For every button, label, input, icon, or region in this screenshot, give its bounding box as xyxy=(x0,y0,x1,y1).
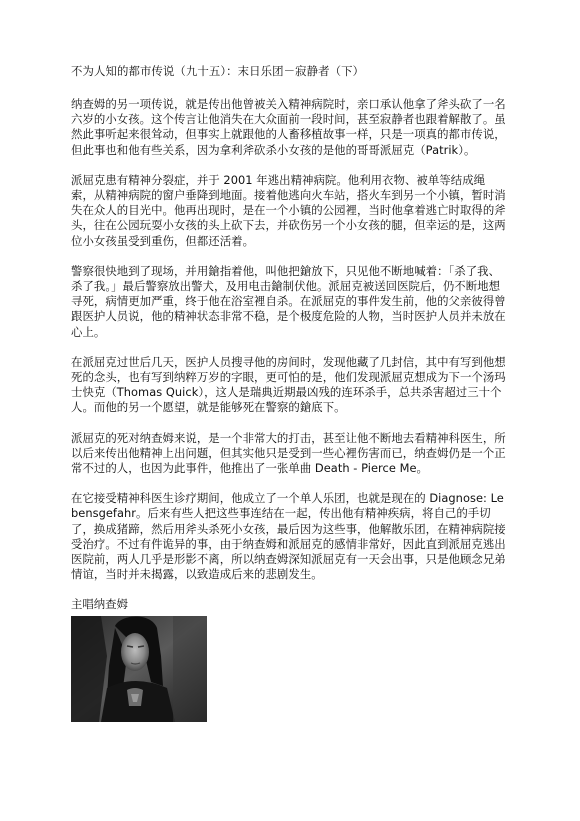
paragraph-1: 纳查姆的另一项传说，就是传出他曾被关入精神病院时，亲口承认他拿了斧头砍了一名六岁的小女孩。这个传言让他消失在大众面前一段时间，甚至寂静者也跟着解散了。虽然此事听起来很耸动，但事实上就跟他的人畜移植故事一样，只是一项真的都市传说，但此事也和他有些关系，因为拿利斧砍杀小女孩的是他的哥哥派屈克（Patrik）。 xyxy=(71,97,506,157)
paragraph-5: 派屈克的死对纳查姆来说，是一个非常大的打击，甚至让他不断地去看精神科医生，所以后来传出他精神上出问题，但其实他只是受到一些心裡伤害而已，纳查姆仍是一个正常不过的人，也因为此事件，他推出了一张单曲 Death - Pierce Me。 xyxy=(71,430,506,476)
paragraph-6: 在它接受精神科医生诊疗期间，他成立了一个单人乐团，也就是现在的 Diagnose: Lebensgefahr。后来有些人把这些事连结在一起，传出他有精神疾病，将自己的手切了，换成猪蹄，然后用斧头杀死小女孩，最后因为这些事，他解散乐团，在精神病院接受治疗。不过有件诡异的事，由于纳查姆和派屈克的感情非常好，因此直到派屈克逃出医院前，两人几乎是形影不离，所以纳查姆深知派屈克有一天会出事，只是他顾念兄弟情谊，当时并未揭露，以致造成后来的悲剧发生。 xyxy=(71,491,506,582)
paragraph-4: 在派屈克过世后几天，医护人员搜寻他的房间时，发现他藏了几封信，其中有写到他想死的念头，也有写到纳粹万岁的字眼，更可怕的是，他们发现派屈克想成为下一个汤玛士快克（Thomas Quick），这人是瑞典近期最凶残的连环杀手，总共杀害超过三十个人。而他的另一个愿望，就是能够死在警察的鎗底下。 xyxy=(71,354,506,415)
paragraph-2: 派屈克患有精神分裂症，并于 2001 年逃出精神病院。他利用衣物、被单等结成绳索，从精神病院的窗户垂降到地面。接着他逃向火车站，搭火车到另一个小镇，暂时消失在众人的目光中。他再出现时，是在一个小镇的公园裡，当时他拿着逃亡时取得的斧头，往在公园玩耍小女孩的头上砍下去，并砍伤另一个小女孩的腿，但幸运的是，这两位小女孩虽受到重伤，但都还活着。 xyxy=(71,172,506,248)
singer-photo xyxy=(71,616,207,722)
article-title: 不为人知的都市传说（九十五）：末日乐团－寂静者（下） xyxy=(71,64,365,78)
portrait-image xyxy=(71,616,207,722)
photo-caption: 主唱纳查姆 xyxy=(71,597,128,612)
paragraph-3: 警察很快地到了现场，并用鎗指着他，叫他把鎗放下，只见他不断地喊着：「杀了我、杀了我。」最后警察放出警犬，及用电击鎗制伏他。派屈克被送回医院后，仍不断地想寻死，病情更加严重，终于他在浴室裡自杀。在派屈克的事件发生前，他的父亲彼得曾跟医护人员说，他的精神状态非常不稳，是个极度危险的人物，当时医护人员并未放在心上。 xyxy=(71,263,506,339)
